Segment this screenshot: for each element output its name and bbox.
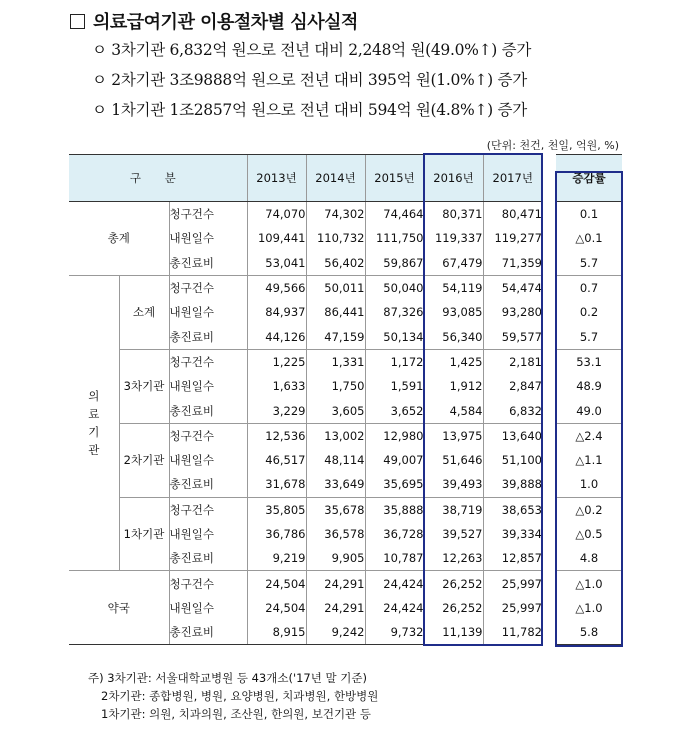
value-cell: 26,252 xyxy=(424,571,483,596)
value-cell: 74,070 xyxy=(247,202,306,227)
footnotes xyxy=(88,669,378,723)
value-cell: 3,229 xyxy=(247,398,306,423)
value-cell: 74,302 xyxy=(306,202,365,227)
bullet-1차: ㅇ 1차기관 1조2857억 원으로 전년 대비 594억 원(4.8%↑) 증가 xyxy=(92,101,527,119)
gap xyxy=(542,202,556,227)
value-cell: 25,997 xyxy=(483,596,542,620)
table-header-row xyxy=(69,155,622,202)
value-cell: 50,134 xyxy=(365,324,424,349)
vertical-label-char: 의 xyxy=(88,389,100,404)
gap xyxy=(542,522,556,546)
rate-cell: △2.4 xyxy=(575,428,603,443)
value-cell: 1,912 xyxy=(424,374,483,398)
rate-cell: 4.8 xyxy=(556,546,622,571)
bullet-2차: ㅇ 2차기관 3조9888억 원으로 전년 대비 395억 원(1.0%↑) 증가 xyxy=(92,71,527,89)
checkbox-icon xyxy=(70,14,85,29)
value-cell: 53,041 xyxy=(247,251,306,276)
value-cell: 119,337 xyxy=(424,226,483,250)
gap xyxy=(542,571,556,596)
value-cell: 111,750 xyxy=(365,226,424,250)
value-cell: 86,441 xyxy=(306,300,365,324)
vertical-label xyxy=(69,275,119,571)
value-cell: 24,424 xyxy=(365,571,424,596)
gap xyxy=(542,620,556,645)
title-text: 의료급여기관 이용절차별 심사실적 xyxy=(93,12,358,33)
value-cell: 50,011 xyxy=(306,275,365,300)
value-cell: 47,159 xyxy=(306,324,365,349)
gap xyxy=(542,374,556,398)
value-cell: 110,732 xyxy=(306,226,365,250)
value-cell: 33,649 xyxy=(306,472,365,497)
rate-cell: 53.1 xyxy=(576,354,602,369)
table-row xyxy=(69,202,622,227)
group-label: 2차기관 xyxy=(119,423,169,497)
value-cell: 54,119 xyxy=(424,275,483,300)
value-cell: 9,732 xyxy=(365,620,424,645)
indicator-label: 총진료비 xyxy=(169,324,247,349)
value-cell: 35,805 xyxy=(247,497,306,522)
value-cell: 6,832 xyxy=(483,398,542,423)
value-cell: 39,527 xyxy=(424,522,483,546)
group-label: 총계 xyxy=(69,202,169,276)
value-cell: 36,728 xyxy=(365,522,424,546)
value-cell: 4,584 xyxy=(424,398,483,423)
gap xyxy=(542,349,556,374)
value-cell: 9,219 xyxy=(247,546,306,571)
header-gu: 구 분 xyxy=(69,155,247,202)
value-cell: 3,652 xyxy=(365,398,424,423)
header-year: 2013년 xyxy=(247,155,306,202)
indicator-label: 내원일수 xyxy=(169,379,214,394)
value-cell: 74,464 xyxy=(365,202,424,227)
value-cell: 12,536 xyxy=(247,423,306,448)
table-row xyxy=(69,571,622,596)
indicator-label: 청구건수 xyxy=(169,207,214,222)
indicator-label: 총진료비 xyxy=(169,251,247,276)
value-cell: 36,578 xyxy=(306,522,365,546)
rate-cell: △1.1 xyxy=(575,453,603,468)
value-cell: 13,640 xyxy=(483,423,542,448)
value-cell: 39,334 xyxy=(483,522,542,546)
header-year: 2015년 xyxy=(365,155,424,202)
value-cell: 2,181 xyxy=(483,349,542,374)
rate-cell: 48.9 xyxy=(576,379,602,394)
value-cell: 51,100 xyxy=(483,448,542,472)
value-cell: 109,441 xyxy=(247,226,306,250)
value-cell: 119,277 xyxy=(483,226,542,250)
value-cell: 51,646 xyxy=(424,448,483,472)
value-cell: 25,997 xyxy=(483,571,542,596)
vertical-label-char: 기 xyxy=(88,425,100,440)
header-year: 2014년 xyxy=(306,155,365,202)
value-cell: 1,172 xyxy=(365,349,424,374)
value-cell: 67,479 xyxy=(424,251,483,276)
table-row xyxy=(69,497,622,522)
rate-cell: 1.0 xyxy=(556,472,622,497)
value-cell: 24,504 xyxy=(247,596,306,620)
bullet-3차: ㅇ 3차기관 6,832억 원으로 전년 대비 2,248억 원(49.0%↑) 증가 xyxy=(92,41,532,59)
indicator-label: 내원일수 xyxy=(169,305,214,320)
value-cell: 49,007 xyxy=(365,448,424,472)
value-cell: 3,605 xyxy=(306,398,365,423)
value-cell: 56,402 xyxy=(306,251,365,276)
value-cell: 39,888 xyxy=(483,472,542,497)
rate-cell: △0.2 xyxy=(575,502,603,517)
value-cell: 36,786 xyxy=(247,522,306,546)
indicator-label: 청구건수 xyxy=(169,281,214,296)
gap xyxy=(542,324,556,349)
table-row xyxy=(69,349,622,374)
value-cell: 84,937 xyxy=(247,300,306,324)
value-cell: 93,085 xyxy=(424,300,483,324)
value-cell: 26,252 xyxy=(424,596,483,620)
value-cell: 49,566 xyxy=(247,275,306,300)
indicator-label: 청구건수 xyxy=(169,354,214,369)
gap xyxy=(542,497,556,522)
value-cell: 2,847 xyxy=(483,374,542,398)
group-label: 3차기관 xyxy=(119,349,169,423)
indicator-label: 내원일수 xyxy=(169,231,214,246)
value-cell: 12,263 xyxy=(424,546,483,571)
section-title xyxy=(70,8,358,34)
value-cell: 24,291 xyxy=(306,571,365,596)
header-year: 2017년 xyxy=(483,155,542,202)
value-cell: 24,424 xyxy=(365,596,424,620)
gap xyxy=(542,472,556,497)
gap xyxy=(542,546,556,571)
rate-cell: 49.0 xyxy=(556,398,622,423)
gap xyxy=(542,300,556,324)
indicator-label: 청구건수 xyxy=(169,576,214,591)
value-cell: 38,653 xyxy=(483,497,542,522)
indicator-label: 내원일수 xyxy=(169,527,214,541)
rate-cell: 5.7 xyxy=(556,251,622,276)
gap xyxy=(542,251,556,276)
value-cell: 24,291 xyxy=(306,596,365,620)
value-cell: 80,371 xyxy=(424,202,483,227)
value-cell: 9,242 xyxy=(306,620,365,645)
value-cell: 8,915 xyxy=(247,620,306,645)
header-rate: 증감률 xyxy=(556,155,622,202)
value-cell: 35,888 xyxy=(365,497,424,522)
indicator-label: 총진료비 xyxy=(169,546,247,571)
note-3차: 주) 3차기관: 서울대학교병원 등 43개소('17년 말 기준) xyxy=(88,671,367,685)
value-cell: 59,867 xyxy=(365,251,424,276)
value-cell: 1,225 xyxy=(247,349,306,374)
value-cell: 1,633 xyxy=(247,374,306,398)
value-cell: 24,504 xyxy=(247,571,306,596)
table-row xyxy=(69,423,622,448)
rate-cell: 5.8 xyxy=(556,620,622,645)
value-cell: 11,782 xyxy=(483,620,542,645)
value-cell: 9,905 xyxy=(306,546,365,571)
table-row xyxy=(69,275,622,300)
value-cell: 39,493 xyxy=(424,472,483,497)
indicator-label: 내원일수 xyxy=(169,600,214,615)
value-cell: 35,695 xyxy=(365,472,424,497)
indicator-label: 총진료비 xyxy=(169,620,247,645)
value-cell: 12,980 xyxy=(365,423,424,448)
value-cell: 11,139 xyxy=(424,620,483,645)
value-cell: 46,517 xyxy=(247,448,306,472)
value-cell: 71,359 xyxy=(483,251,542,276)
group-label: 약국 xyxy=(69,571,169,645)
rate-cell: 5.7 xyxy=(556,324,622,349)
value-cell: 13,975 xyxy=(424,423,483,448)
indicator-label: 총진료비 xyxy=(169,472,247,497)
rate-cell: △0.1 xyxy=(575,231,603,246)
value-cell: 56,340 xyxy=(424,324,483,349)
gap xyxy=(542,155,556,202)
gap xyxy=(542,226,556,250)
indicator-label: 청구건수 xyxy=(169,502,214,517)
gap xyxy=(542,423,556,448)
value-cell: 12,857 xyxy=(483,546,542,571)
value-cell: 35,678 xyxy=(306,497,365,522)
rate-cell: △0.5 xyxy=(575,527,603,541)
value-cell: 10,787 xyxy=(365,546,424,571)
value-cell: 31,678 xyxy=(247,472,306,497)
group-label: 소계 xyxy=(119,275,169,349)
rate-cell: 0.2 xyxy=(579,305,599,320)
value-cell: 80,471 xyxy=(483,202,542,227)
group-label: 1차기관 xyxy=(119,497,169,571)
value-cell: 44,126 xyxy=(247,324,306,349)
value-cell: 54,474 xyxy=(483,275,542,300)
gap xyxy=(542,275,556,300)
header-year: 2016년 xyxy=(424,155,483,202)
vertical-label-char: 료 xyxy=(88,407,100,422)
rate-cell: 0.7 xyxy=(579,281,599,296)
rate-cell: △1.0 xyxy=(575,576,603,591)
rate-cell: 0.1 xyxy=(579,207,599,222)
value-cell: 13,002 xyxy=(306,423,365,448)
rate-cell: △1.0 xyxy=(575,600,603,615)
value-cell: 48,114 xyxy=(306,448,365,472)
note-1차: 1차기관: 의원, 치과의원, 조산원, 한의원, 보건기관 등 xyxy=(101,707,371,721)
value-cell: 50,040 xyxy=(365,275,424,300)
vertical-label-char: 관 xyxy=(88,443,100,458)
value-cell: 1,591 xyxy=(365,374,424,398)
value-cell: 1,331 xyxy=(306,349,365,374)
gap xyxy=(542,448,556,472)
value-cell: 59,577 xyxy=(483,324,542,349)
value-cell: 1,750 xyxy=(306,374,365,398)
value-cell: 93,280 xyxy=(483,300,542,324)
indicator-label: 총진료비 xyxy=(169,398,247,423)
value-cell: 87,326 xyxy=(365,300,424,324)
stats-table xyxy=(69,154,622,645)
indicator-label: 내원일수 xyxy=(169,453,214,468)
value-cell: 38,719 xyxy=(424,497,483,522)
gap xyxy=(542,398,556,423)
gap xyxy=(542,596,556,620)
note-2차: 2차기관: 종합병원, 병원, 요양병원, 치과병원, 한방병원 xyxy=(101,689,379,703)
indicator-label: 청구건수 xyxy=(169,428,214,443)
unit-label: (단위: 천건, 천일, 억원, %) xyxy=(486,139,619,152)
value-cell: 1,425 xyxy=(424,349,483,374)
